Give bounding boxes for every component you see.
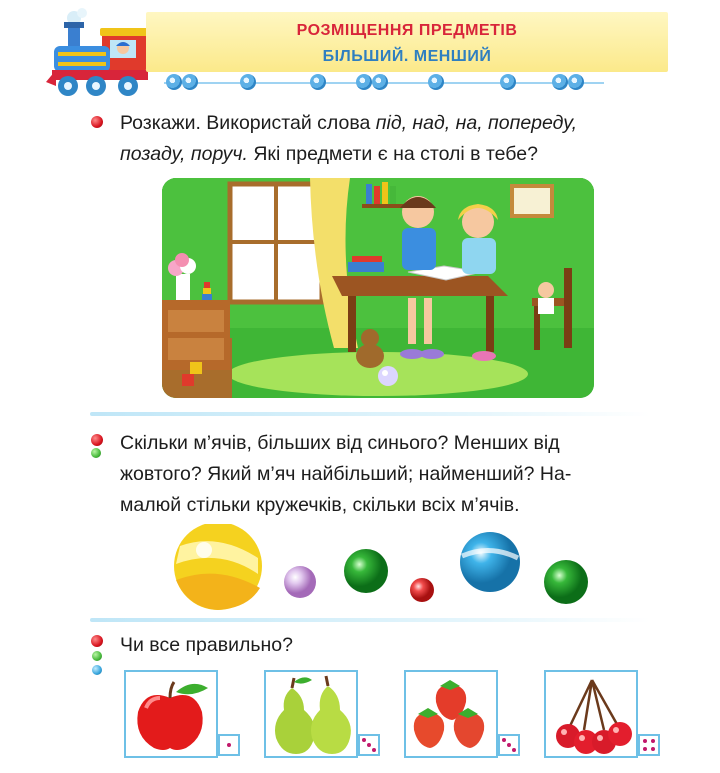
section-divider	[90, 618, 650, 622]
cherry-icon	[548, 676, 636, 756]
blue-bullet-icon	[92, 665, 102, 675]
title-banner	[146, 12, 668, 72]
page-subtitle: БІЛЬШИЙ. МЕНШИЙ	[322, 48, 492, 65]
page-title: РОЗМІЩЕННЯ ПРЕДМЕТІВ	[296, 22, 518, 39]
task1-line1-italic: під, над, на, попереду,	[375, 112, 578, 134]
dice-one	[218, 734, 240, 756]
blue-ball-icon	[460, 532, 520, 592]
yellow-ball-icon	[174, 524, 262, 610]
red-bullet-icon	[91, 635, 103, 647]
dice-three	[498, 734, 520, 756]
green-bullet-icon	[91, 448, 101, 458]
task2-text	[120, 428, 700, 521]
task1-line2-plain: Які предмети є на столі в тебе?	[247, 143, 538, 165]
fruit-card-pear	[264, 670, 358, 758]
red-bullet-icon	[91, 116, 103, 128]
fruit-card-strawberry	[404, 670, 498, 758]
task2-line3: малюй стільки кружечків, скільки всіх м’ячів.	[120, 494, 520, 516]
pear-icon	[268, 674, 356, 756]
green-ball-icon	[544, 560, 588, 604]
dice-three	[358, 734, 380, 756]
fruit-card-apple	[124, 670, 218, 758]
red-ball-icon	[410, 578, 434, 602]
green-ball-icon	[344, 549, 388, 593]
red-bullet-icon	[91, 434, 103, 446]
apple-icon	[130, 678, 216, 754]
task3-question: Чи все правильно?	[120, 634, 293, 656]
train-wheels-decoration	[160, 74, 600, 98]
classroom-illustration	[162, 178, 594, 398]
task2-line2: жовтого? Який м’яч найбільший; найменший? На-	[120, 463, 572, 485]
train-illustration	[44, 8, 154, 100]
strawberry-icon	[410, 678, 496, 756]
task2-line1: Скільки м’ячів, більших від синього? Менших від	[120, 432, 560, 454]
task1-line1-plain: Розкажи. Використай слова	[120, 112, 376, 134]
task1-line2-italic: позаду, поруч.	[120, 143, 248, 165]
section-divider	[90, 412, 650, 416]
fruit-card-cherry	[544, 670, 638, 758]
task1-text	[120, 108, 700, 170]
dice-four	[638, 734, 660, 756]
pink-ball-icon	[284, 566, 316, 598]
balls-row	[160, 524, 600, 614]
green-bullet-icon	[92, 651, 102, 661]
